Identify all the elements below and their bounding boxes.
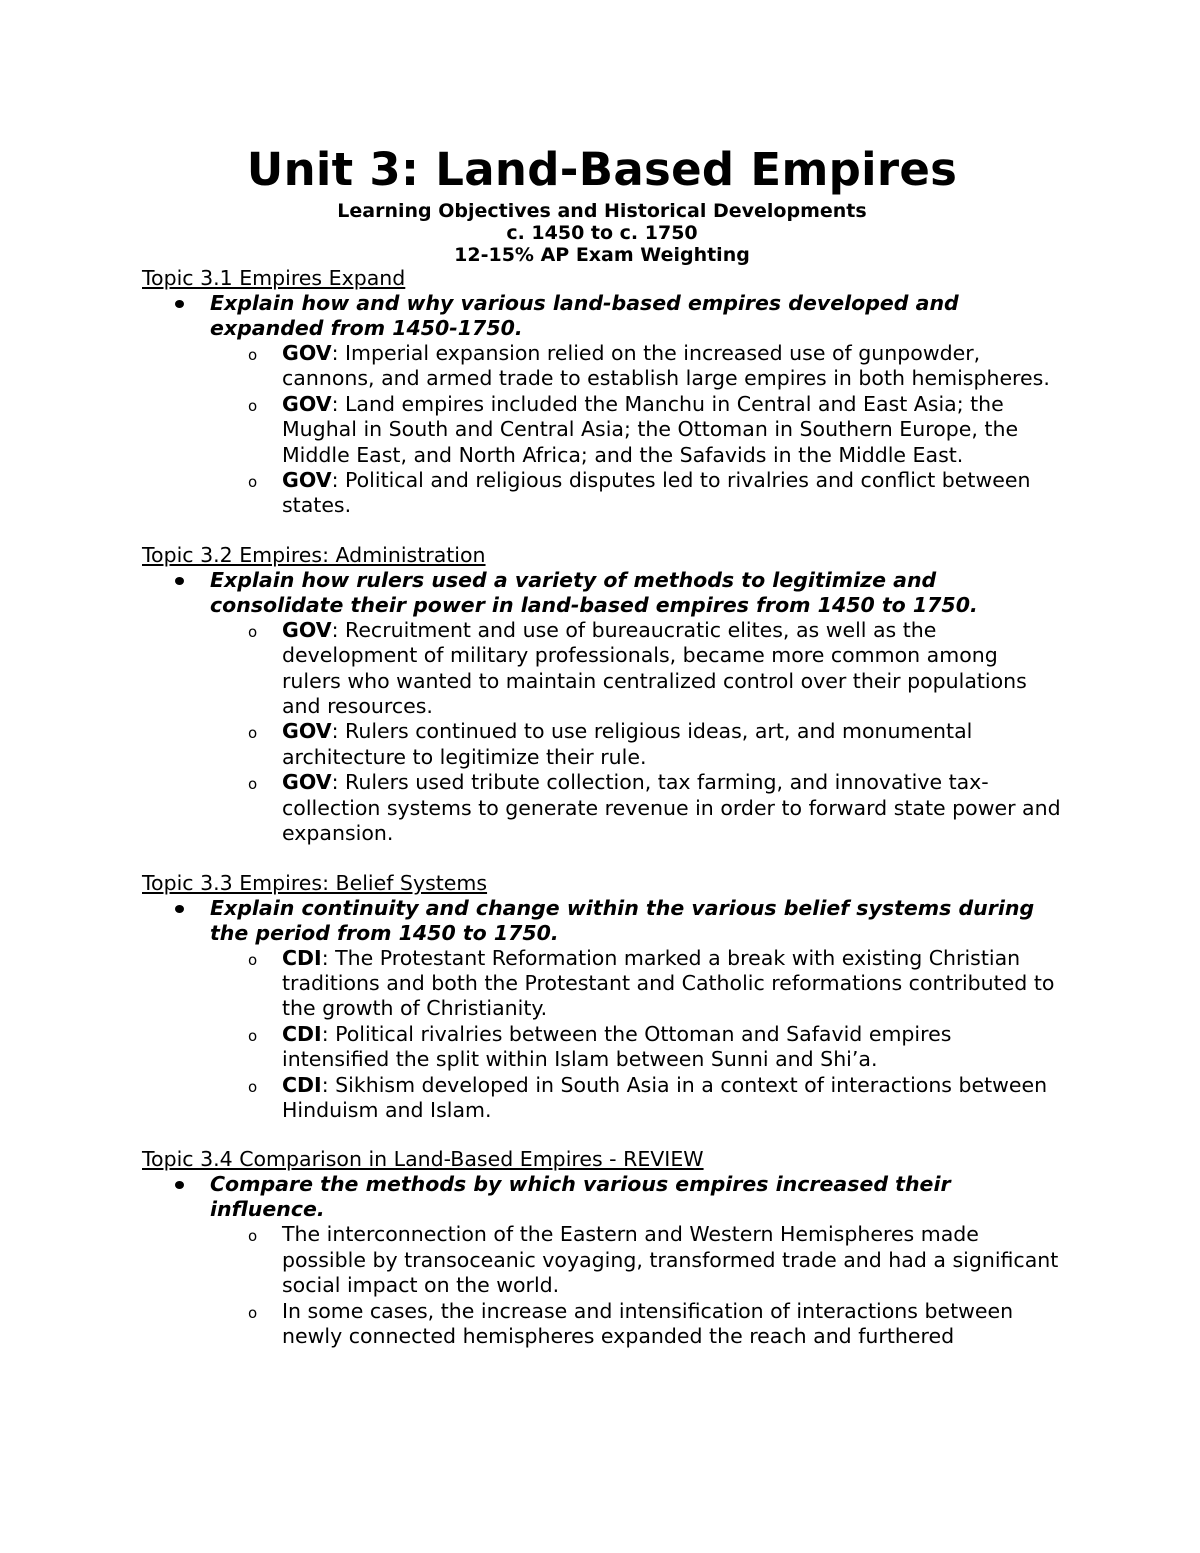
topic-heading: Topic 3.1 Empires Expand [142, 266, 406, 290]
section-gap [142, 1123, 1062, 1147]
item-text: The interconnection of the Eastern and Western Hemispheres made possible by transoceanic voyaging, transformed trade and had a significant social impact on the world. [282, 1222, 1059, 1298]
list-item [142, 392, 1062, 468]
list-item [142, 1073, 1062, 1124]
learning-objective [142, 896, 1062, 946]
list-item [142, 946, 1062, 1022]
item-text: : The Protestant Reformation marked a break with existing Christian traditions and both the Protestant and Catholic reformations contributed to the growth of Christianity. [282, 945, 1055, 1021]
theme-tag: GOV [282, 468, 332, 493]
topic-3-3 [142, 871, 1062, 1124]
list-item [142, 468, 1062, 519]
subtitle-date-range: c. 1450 to c. 1750 [506, 222, 698, 244]
list-item [142, 618, 1062, 720]
subtitle-exam-weighting: 12-15% AP Exam Weighting [454, 244, 750, 266]
circle-bullet-icon: o [248, 622, 258, 641]
learning-objective [142, 568, 1062, 618]
item-text: : Recruitment and use of bureaucratic elites, as well as the development of military professionals, became more common among rulers who wanted to maintain centralized control over their populations and resources. [282, 617, 1027, 719]
section-gap [142, 519, 1062, 543]
circle-bullet-icon: o [248, 1227, 258, 1246]
theme-tag: GOV [282, 770, 332, 795]
topic-3-2 [142, 543, 1062, 847]
circle-bullet-icon: o [248, 396, 258, 415]
list-item [142, 1299, 1062, 1350]
topic-3-4 [142, 1147, 1062, 1349]
objective-text: Explain how rulers used a variety of methods to legitimize and consolidate their power in land-based empires from 1450 to 1750. [210, 567, 978, 617]
document-page [142, 140, 1062, 1349]
theme-tag: CDI [282, 945, 322, 970]
topic-3-1 [142, 266, 1062, 519]
theme-tag: GOV [282, 341, 332, 365]
bullet-icon [175, 905, 184, 913]
item-text: : Imperial expansion relied on the increased use of gunpowder, cannons, and armed trade to establish large empires in both hemispheres. [282, 341, 1050, 391]
objective-text: Explain continuity and change within the various belief systems during the period from 1450 to 1750. [210, 895, 1035, 945]
item-text: : Land empires included the Manchu in Central and East Asia; the Mughal in South and Central Asia; the Ottoman in Southern Europe, the Middle East, and North Africa; and the Safavids in the Middle East. [282, 391, 1019, 467]
circle-bullet-icon: o [248, 950, 258, 969]
section-gap [142, 847, 1062, 871]
topic-heading: Topic 3.4 Comparison in Land-Based Empires - REVIEW [142, 1147, 704, 1172]
bullet-icon [175, 300, 184, 308]
circle-bullet-icon: o [248, 1303, 258, 1322]
learning-objective [142, 291, 1062, 341]
document-title: Unit 3: Land-Based Empires [246, 143, 958, 196]
list-item [142, 770, 1062, 846]
item-text: : Sikhism developed in South Asia in a context of interactions between Hinduism and Islam. [282, 1072, 1048, 1122]
item-text: : Political rivalries between the Ottoman and Safavid empires intensified the split within Islam between Sunni and Shi’a. [282, 1021, 952, 1072]
item-text: : Rulers continued to use religious ideas, art, and monumental architecture to legitimize their rule. [282, 719, 973, 769]
circle-bullet-icon: o [248, 1026, 258, 1045]
subtitle-objectives: Learning Objectives and Historical Developments [337, 200, 867, 222]
bullet-icon [175, 577, 184, 585]
list-item [142, 1022, 1062, 1073]
circle-bullet-icon: o [248, 775, 258, 794]
objective-text: Compare the methods by which various empires increased their influence. [210, 1172, 951, 1222]
circle-bullet-icon: o [248, 346, 258, 364]
list-item [142, 719, 1062, 770]
list-item [142, 341, 1062, 392]
topic-heading: Topic 3.3 Empires: Belief Systems [142, 870, 488, 895]
circle-bullet-icon: o [248, 724, 258, 743]
theme-tag: GOV [282, 719, 332, 744]
item-text: : Rulers used tribute collection, tax farming, and innovative tax-collection systems to generate revenue in order to forward state power and expansion. [282, 770, 1061, 846]
item-text: : Political and religious disputes led to rivalries and conflict between states. [282, 468, 1031, 518]
theme-tag: GOV [282, 617, 332, 642]
topic-heading: Topic 3.2 Empires: Administration [142, 542, 486, 567]
circle-bullet-icon: o [248, 1077, 258, 1096]
learning-objective [142, 1172, 1062, 1222]
theme-tag: CDI [282, 1021, 322, 1046]
theme-tag: GOV [282, 391, 332, 416]
circle-bullet-icon: o [248, 473, 258, 492]
bullet-icon [175, 1181, 184, 1189]
item-text: In some cases, the increase and intensification of interactions between newly connected hemispheres expanded the reach and furthered [282, 1298, 1014, 1348]
theme-tag: CDI [282, 1072, 322, 1097]
objective-text: Explain how and why various land-based empires developed and expanded from 1450-1750. [210, 291, 959, 340]
list-item [142, 1222, 1062, 1298]
